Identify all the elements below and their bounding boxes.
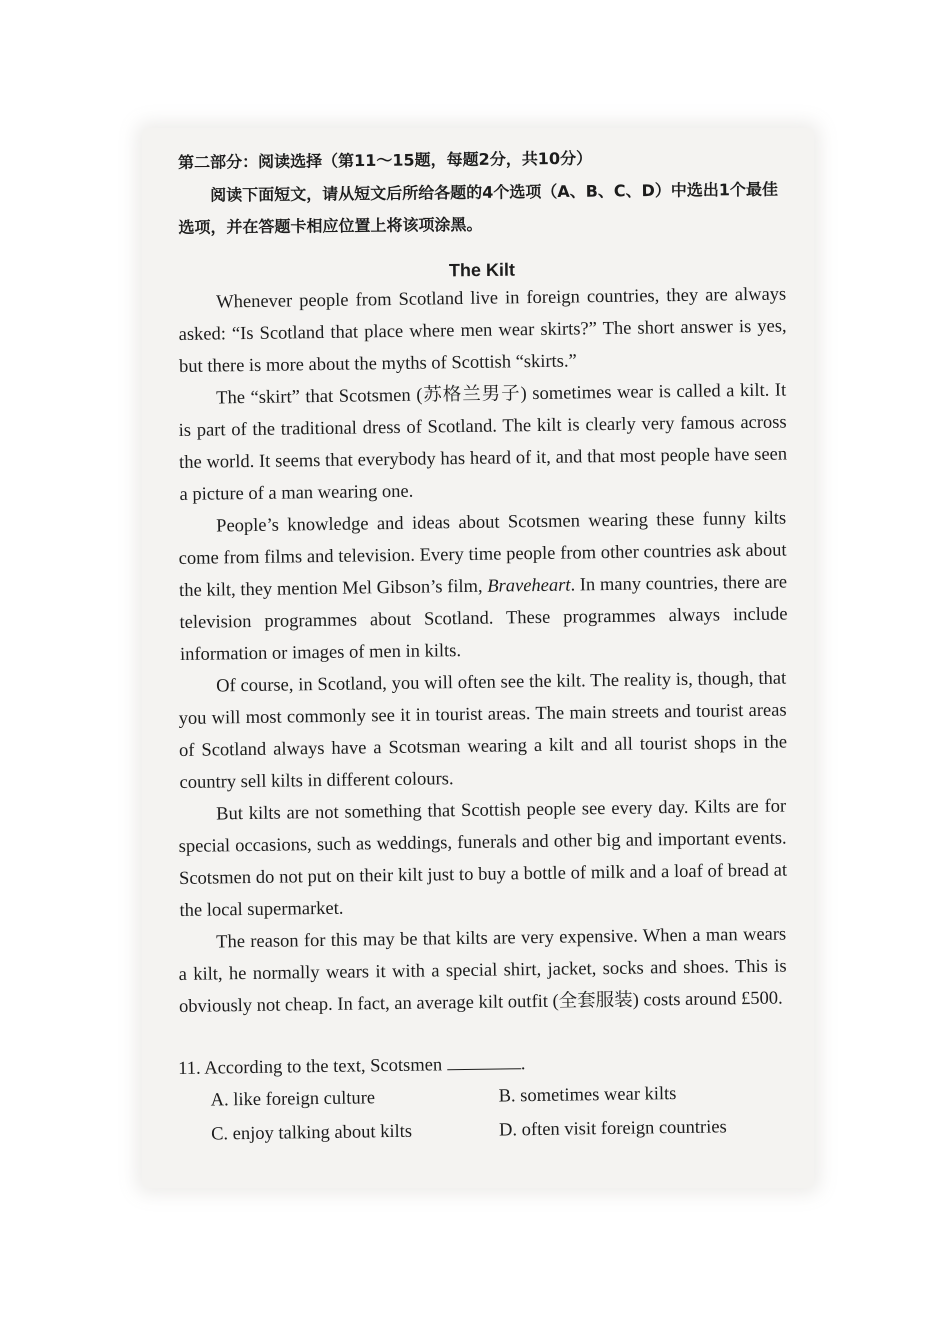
paragraph-3-text-before: People’s knowledge and ideas about Scotsmen wearing these funny kilts come from films and television. Every time people from other countries ask about the kilt, they mention Mel Gibson’s film, (178, 508, 787, 601)
question-11 (178, 1045, 787, 1151)
answer-blank (447, 1050, 521, 1070)
answer-options (210, 1077, 787, 1151)
passage-paragraph-1: Whenever people from Scotland live in foreign countries, they are always asked: “Is Scotland that place where men wear skirts?” The short answer is yes, but there is more about the myths of Scottish “skirts.” (178, 284, 787, 377)
passage-paragraph-6: The reason for this may be that kilts are very expensive. When a man wears a kilt, he normally wears it with a special shirt, jacket, socks and shoes. This is obviously not cheap. In fact, an average kilt outfit (全套服装) costs around £500. (178, 924, 787, 1017)
question-stem-end: . (520, 1054, 526, 1075)
section-heading: 第二部分：阅读选择（第11～15题，每题2分，共10分） (178, 148, 593, 172)
question-stem-text: 11. According to the text, Scotsmen (178, 1055, 443, 1079)
passage-paragraph-4: Of course, in Scotland, you will often see the kilt. The reality is, though, that you will most commonly see it in tourist areas. The main streets and tourist areas of Scotland always have a Scotsman wearing a kilt and all tourist shops in the country sell kilts in different colours. (178, 668, 788, 793)
film-title: Braveheart (487, 575, 571, 597)
paragraph-3-text-after: . In many countries, there are television programmes about Scotland. These programmes always include information or images of men in kilts. (179, 572, 788, 665)
passage-paragraph-5: But kilts are not something that Scottish people see every day. Kilts are for special occasions, such as weddings, funerals and other big and important events. Scotsmen do not put on their kilt just to buy a bottle of milk and a loaf of bread at the local supermarket. (178, 796, 788, 921)
passage-title: The Kilt (448, 259, 516, 281)
option-b: B. sometimes wear kilts (498, 1084, 677, 1107)
option-d: D. often visit foreign countries (498, 1117, 727, 1141)
passage-paragraph-2: The “skirt” that Scotsmen (苏格兰男子) sometimes wear is called a kilt. It is part of the traditional dress of Scotland. The kilt is clearly very famous across the world. It seems that everybody has heard of it, and that most people have seen a picture of a man wearing one. (178, 380, 788, 505)
option-c: C. enjoy talking about kilts (211, 1121, 413, 1145)
reading-section (178, 148, 788, 1151)
option-a: A. like foreign culture (210, 1088, 376, 1111)
passage-paragraph-3 (178, 503, 788, 671)
section-instruction: 阅读下面短文，请从短文后所给各题的4个选项（A、B、C、D）中选出1个最佳选项，并在答题卡相应位置上将该项涂黑。 (178, 179, 779, 237)
